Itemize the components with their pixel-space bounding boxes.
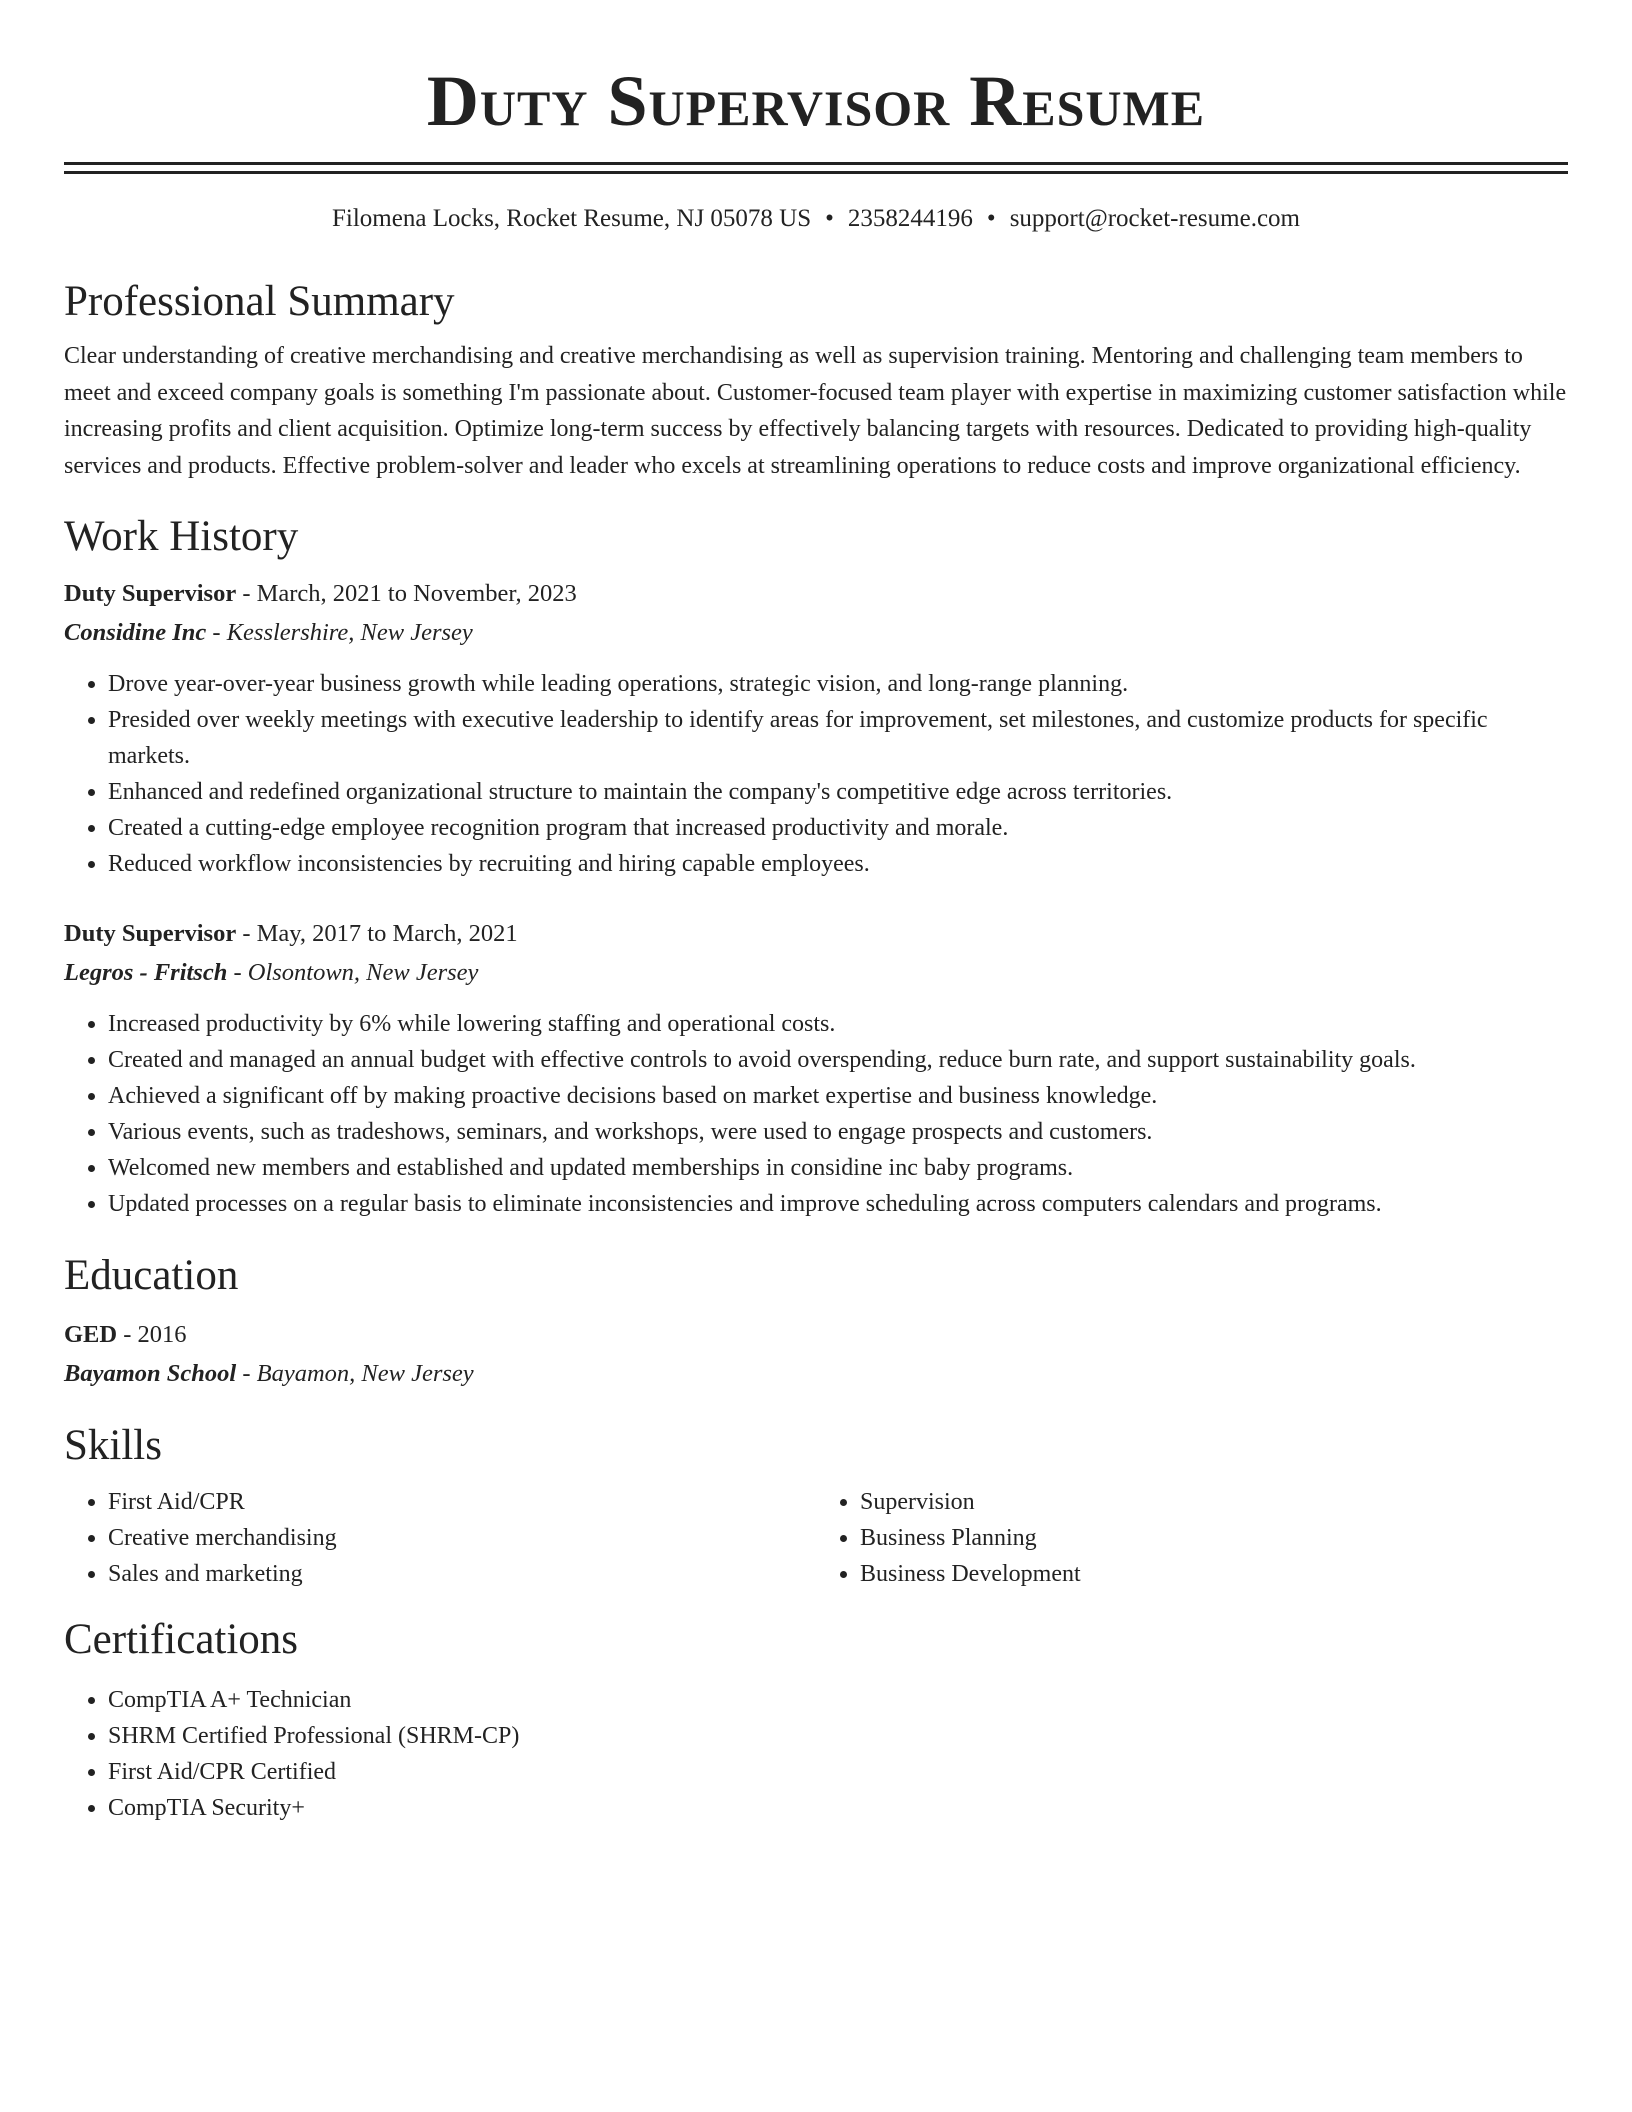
summary-text: Clear understanding of creative merchandising and creative merchandising as well as supervision training. Mentoring and challenging team members to meet and exceed company goals is something I'm passionate about. Customer-focused team player with expertise in maximizing customer satisfaction while increasing profits and client acquisition. Optimize long-term success by effectively balancing targets with resources. Dedicated to providing high-quality services and products. Effective problem-solver and leader who excels at streamlining operations to reduce costs and improve organizational efficiency. xyxy=(64,343,1567,479)
employer-name: Legros - Fritsch xyxy=(64,959,228,986)
list-item: • Presided over weekly meetings with executive leadership to identify areas for improvement, set milestones, and customize products for specific markets. xyxy=(108,702,1568,774)
employer-location: - Kesslershire, New Jersey xyxy=(206,619,473,646)
graduation-year: - 2016 xyxy=(117,1321,187,1348)
job-dates: - March, 2021 to November, 2023 xyxy=(236,580,577,607)
employer-line xyxy=(64,953,1568,993)
skill-item: • Sales and marketing xyxy=(108,1556,816,1592)
list-item: • Drove year-over-year business growth while leading operations, strategic vision, and long-range planning. xyxy=(108,666,1568,702)
education-entry xyxy=(64,1316,1568,1394)
skill-item: • First Aid/CPR xyxy=(108,1484,816,1520)
job-title-line xyxy=(64,575,1568,613)
list-item: • Created and managed an annual budget with effective controls to avoid overspending, reduce burn rate, and support sustainability goals. xyxy=(108,1042,1568,1078)
job-entry xyxy=(64,915,1568,1222)
list-item: • Reduced workflow inconsistencies by recruiting and hiring capable employees. xyxy=(108,846,1568,882)
list-item: • Enhanced and redefined organizational structure to maintain the company's competitive edge across territories. xyxy=(108,774,1568,810)
contact-separator: • xyxy=(825,205,834,232)
section-heading-education: Education xyxy=(64,1252,239,1299)
school-name: Bayamon School xyxy=(64,1360,237,1387)
contact-separator: • xyxy=(986,205,996,232)
certification-item: • CompTIA Security+ xyxy=(108,1790,1568,1826)
contact-line xyxy=(64,202,1568,236)
resume-page xyxy=(64,0,1568,1826)
certification-item: • SHRM Certified Professional (SHRM-CP) xyxy=(108,1718,1568,1754)
skills-list xyxy=(64,1484,1568,1592)
certifications-list xyxy=(64,1682,1568,1826)
degree-line xyxy=(64,1316,1568,1354)
job-title: Duty Supervisor xyxy=(64,580,237,607)
school-line xyxy=(64,1354,1568,1394)
certification-item: • CompTIA A+ Technician xyxy=(108,1682,1568,1718)
job-bullets xyxy=(64,1006,1568,1222)
school-location: - Bayamon, New Jersey xyxy=(236,1360,474,1387)
list-item: • Welcomed new members and established and updated memberships in considine inc baby programs. xyxy=(108,1150,1568,1186)
title-divider-top xyxy=(64,162,1568,165)
skill-item: • Business Planning xyxy=(860,1520,1568,1556)
job-dates: - May, 2017 to March, 2021 xyxy=(236,920,518,947)
list-item: • Increased productivity by 6% while lowering staffing and operational costs. xyxy=(108,1006,1568,1042)
title-divider-bottom xyxy=(64,171,1568,174)
skills-column-left xyxy=(64,1484,816,1592)
job-entry xyxy=(64,575,1568,882)
section-heading-skills: Skills xyxy=(64,1422,162,1469)
skill-item: • Supervision xyxy=(860,1484,1568,1520)
list-item: • Created a cutting-edge employee recognition program that increased productivity and morale. xyxy=(108,810,1568,846)
skill-item: • Business Development xyxy=(860,1556,1568,1592)
skill-item: • Creative merchandising xyxy=(108,1520,816,1556)
employer-name: Considine Inc xyxy=(64,619,207,646)
list-item: • Various events, such as tradeshows, seminars, and workshops, were used to engage prospects and customers. xyxy=(108,1114,1568,1150)
job-bullets xyxy=(64,666,1568,882)
contact-phone: 2358244196 xyxy=(847,205,973,232)
skills-column-right xyxy=(816,1484,1568,1592)
resume-title: Duty Supervisor Resume xyxy=(426,61,1206,141)
job-title-line xyxy=(64,915,1568,953)
list-item: • Achieved a significant off by making proactive decisions based on market expertise and business knowledge. xyxy=(108,1078,1568,1114)
degree: GED xyxy=(64,1321,118,1348)
certification-item: • First Aid/CPR Certified xyxy=(108,1754,1568,1790)
section-heading-certifications: Certifications xyxy=(64,1616,299,1663)
contact-address: Filomena Locks, Rocket Resume, NJ 05078 US xyxy=(332,205,812,232)
section-heading-work-history: Work History xyxy=(64,513,299,560)
employer-location: - Olsontown, New Jersey xyxy=(227,959,479,986)
job-title: Duty Supervisor xyxy=(64,920,237,947)
section-heading-summary: Professional Summary xyxy=(64,278,455,325)
list-item: • Updated processes on a regular basis to eliminate inconsistencies and improve scheduling across computers calendars and programs. xyxy=(108,1186,1568,1222)
contact-email: support@rocket-resume.com xyxy=(1009,205,1300,232)
employer-line xyxy=(64,613,1568,653)
